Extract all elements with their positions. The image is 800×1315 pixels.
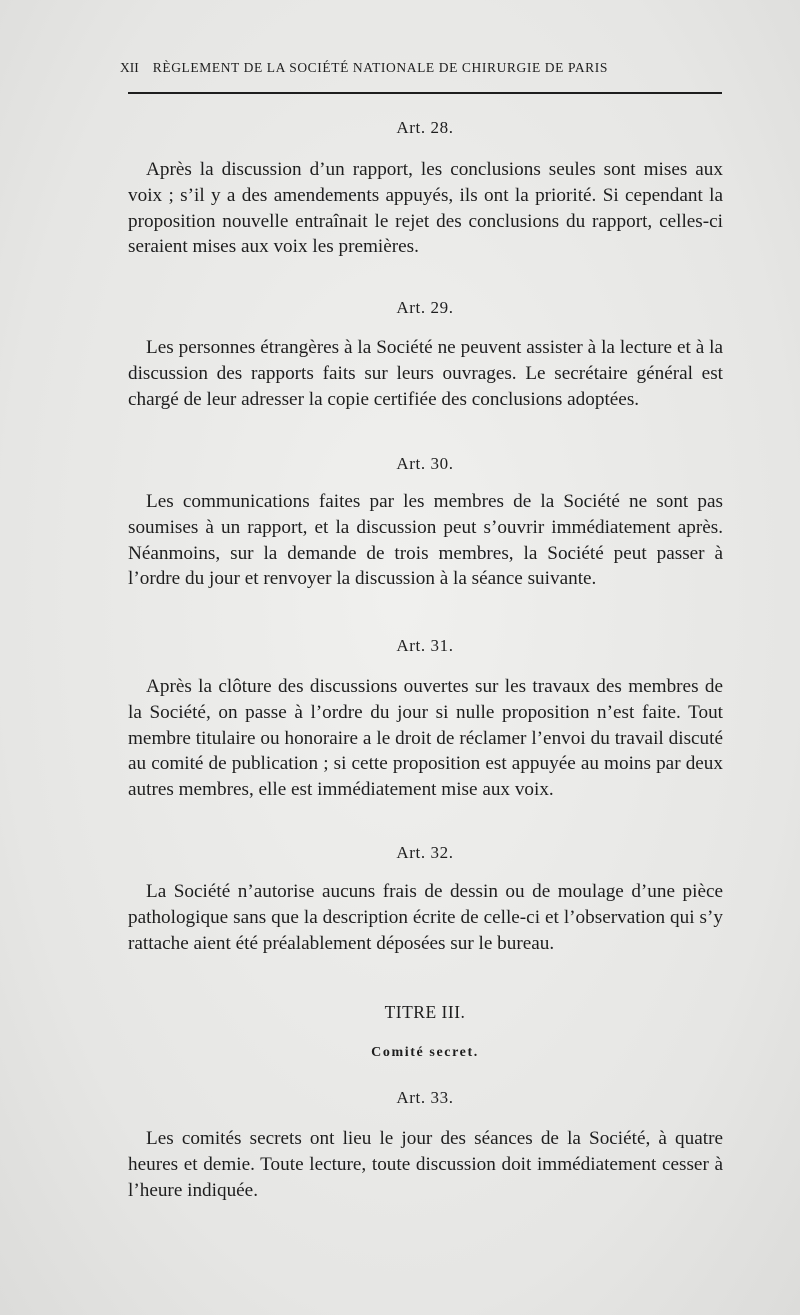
section-subtitle: Comité secret. <box>371 1045 479 1060</box>
article-heading: Art. 30. <box>396 454 454 473</box>
article-text: Les communications faites par les membres de la Société ne sont pas soumises à un rapport, et la discussion peut s’ouvrir immédiatement après. Néanmoins, sur la demande de trois membres, la Société peut passer à l’ordre du jour et renvoyer la discussion à la séance suivante. <box>128 491 723 590</box>
article-text: Après la clôture des discussions ouvertes sur les travaux des membres de la Société, on passe à l’ordre du jour si nulle proposition n’est faite. Tout membre titulaire ou honoraire a le droit de réclamer l’envoi du travail discuté au comité de publication ; si cette proposition est appuyée au moins par deux autres membres, elle est immédiatement mise aux voix. <box>128 676 723 801</box>
article-heading: Art. 33. <box>396 1088 454 1107</box>
article-text: Après la discussion d’un rapport, les conclusions seules sont mises aux voix ; s’il y a des amendements appuyés, ils ont la priorité. Si cependant la proposition nouvelle entraînait le rejet des conclusions du rapport, celles-ci seraient mises aux voix les premières. <box>128 159 723 258</box>
running-title: RÈGLEMENT DE LA SOCIÉTÉ NATIONALE DE CHIRURGIE DE PARIS <box>152 60 608 75</box>
article-text: Les personnes étrangères à la Société ne peuvent assister à la lecture et à la discussion des rapports faits sur leurs ouvrages. Le secrétaire général est chargé de leur adresser la copie certifiée des conclusions adoptées. <box>128 337 723 410</box>
article-text: La Société n’autorise aucuns frais de dessin ou de moulage d’une pièce pathologique sans que la description écrite de celle-ci et l’observation qui s’y rattache aient été préalablement déposées sur le bureau. <box>128 881 723 954</box>
running-header <box>120 60 723 76</box>
article-heading: Art. 31. <box>396 636 454 655</box>
section-title: TITRE III. <box>384 1002 466 1022</box>
header-rule <box>128 92 722 94</box>
article-heading: Art. 32. <box>396 843 454 862</box>
article-heading: Art. 29. <box>396 298 454 317</box>
page-number: XII <box>120 60 139 75</box>
article-heading: Art. 28. <box>396 118 454 137</box>
article-text: Les comités secrets ont lieu le jour des séances de la Société, à quatre heures et demie. Toute lecture, toute discussion doit immédiatement cesser à l’heure indiquée. <box>128 1128 723 1201</box>
